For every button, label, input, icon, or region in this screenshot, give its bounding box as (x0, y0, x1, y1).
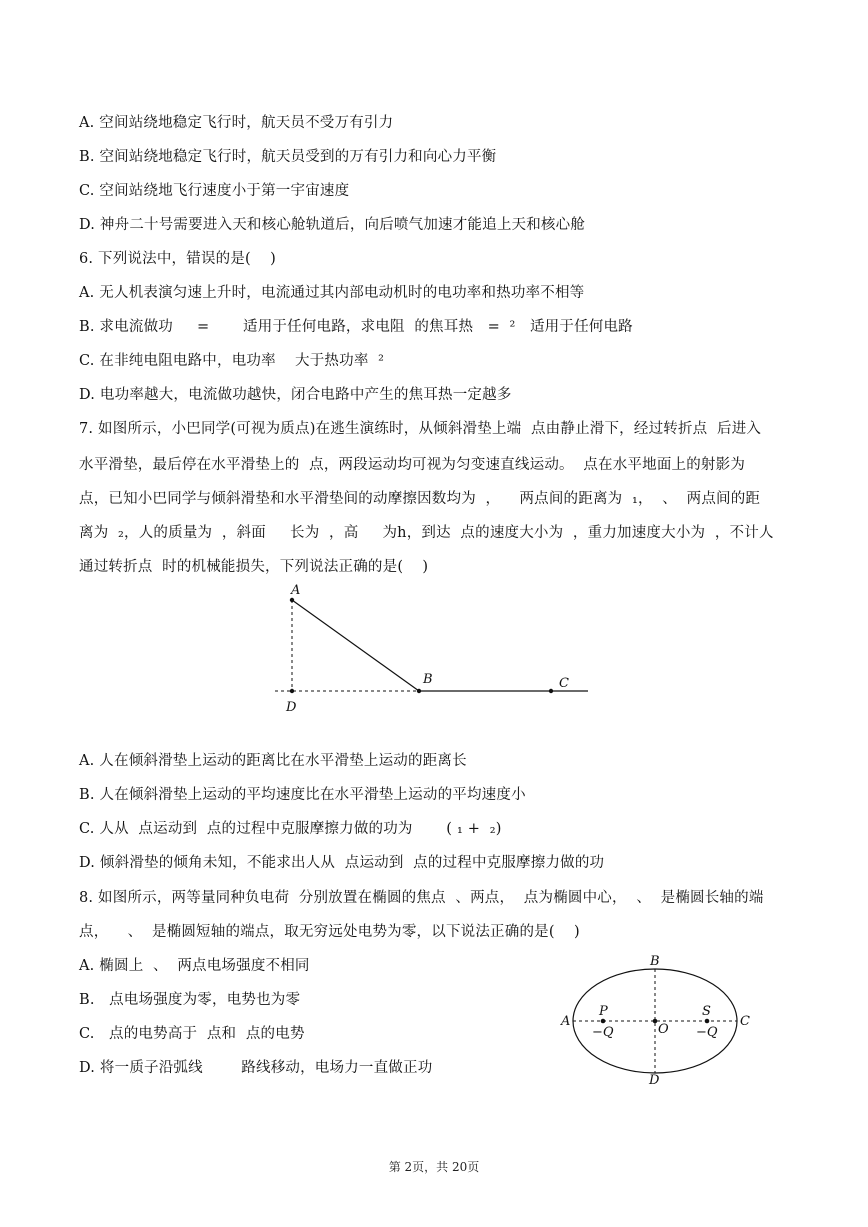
option-5c: C. 空间站绕地飞行速度小于第一宇宙速度 (79, 183, 350, 199)
option-6c: C. 在非纯电阻电路中，电功率 大于热功率 ² (79, 353, 385, 369)
option-5b: B. 空间站绕地稳定飞行时，航天员受到的万有引力和向心力平衡 (79, 149, 497, 165)
label-b: B (650, 954, 660, 969)
option-7a: A. 人在倾斜滑垫上运动的距离比在水平滑垫上运动的距离长 (79, 753, 467, 769)
label-p: P (599, 1004, 608, 1019)
question-7-line-1: 7. 如图所示，小巴同学(可视为质点)在逃生演练时，从倾斜滑垫上端 点由静止滑下，经过转折点 后进入 (79, 421, 762, 437)
point-d (290, 689, 294, 693)
charge-p (601, 1019, 606, 1024)
option-6a: A. 无人机表演匀速上升时，电流通过其内部电动机时的电功率和热功率不相等 (79, 285, 585, 301)
label-c: C (740, 1014, 750, 1029)
option-8b: B. 点电场强度为零，电势也为零 (79, 992, 301, 1008)
page-footer: 第 2页，共 20页 (388, 1160, 480, 1174)
question-8-line-2: 点， 、 是椭圆短轴的端点，取无穷远处电势为零，以下说法正确的是( ) (79, 924, 580, 940)
ellipse-diagram (555, 950, 755, 1090)
center-o (653, 1019, 658, 1024)
question-7-line-2: 水平滑垫，最后停在水平滑垫上的 点，两段运动均可视为匀变速直线运动。 点在水平地面上的射影为 (79, 457, 746, 473)
point-a (290, 598, 294, 602)
option-7b: B. 人在倾斜滑垫上运动的平均速度比在水平滑垫上运动的平均速度小 (79, 787, 526, 803)
option-8d: D. 将一质子沿弧线 路线移动，电场力一直做正功 (79, 1060, 433, 1076)
option-8c: C. 点的电势高于 点和 点的电势 (79, 1026, 305, 1042)
point-c (549, 689, 553, 693)
question-7-line-3: 点，已知小巴同学与倾斜滑垫和水平滑垫间的动摩擦因数均为 ， 两点间的距离为 ₁， 、 两点间的距 (79, 491, 761, 507)
point-b (417, 689, 421, 693)
option-8a: A. 椭圆上 、 两点电场强度不相同 (79, 958, 310, 974)
option-6b: B. 求电流做功 = 适用于任何电路，求电阻 的焦耳热 = ² 适用于任何电路 (79, 319, 633, 335)
option-6d: D. 电功率越大，电流做功越快，闭合电路中产生的焦耳热一定越多 (79, 387, 512, 403)
question-7-line-4: 离为 ₂，人的质量为 ，斜面 长为 ，高 为h，到达 点的速度大小为 ，重力加速度大小为 ，不计人 (79, 525, 774, 541)
label-c: C (559, 676, 569, 691)
option-7d: D. 倾斜滑垫的倾角未知，不能求出人从 点运动到 点的过程中克服摩擦力做的功 (79, 855, 605, 871)
option-7c: C. 人从 点运动到 点的过程中克服摩擦力做的功为 ( ₁ + ₂) (79, 821, 502, 837)
label-b: B (423, 672, 433, 687)
label-d: D (286, 700, 297, 715)
slide-diagram (270, 580, 600, 720)
label-o: O (658, 1022, 669, 1037)
option-5a: A. 空间站绕地稳定飞行时，航天员不受万有引力 (79, 115, 394, 131)
label-a: A (561, 1014, 571, 1029)
question-8-line-1: 8. 如图所示，两等量同种负电荷 分别放置在椭圆的焦点 、两点， 点为椭圆中心， 、 是椭圆长轴的端 (79, 890, 764, 906)
label-s: S (702, 1004, 711, 1019)
incline-line (292, 600, 419, 691)
label-d: D (649, 1073, 660, 1088)
question-7-line-5: 通过转折点 时的机械能损失，下列说法正确的是( ) (79, 559, 429, 575)
label-charge-left: −Q (592, 1025, 614, 1040)
question-6: 6. 下列说法中，错误的是( ) (79, 251, 276, 267)
label-a: A (291, 583, 301, 598)
charge-s (705, 1019, 710, 1024)
option-5d: D. 神舟二十号需要进入天和核心舱轨道后，向后喷气加速才能追上天和核心舱 (79, 217, 586, 233)
label-charge-right: −Q (696, 1025, 718, 1040)
